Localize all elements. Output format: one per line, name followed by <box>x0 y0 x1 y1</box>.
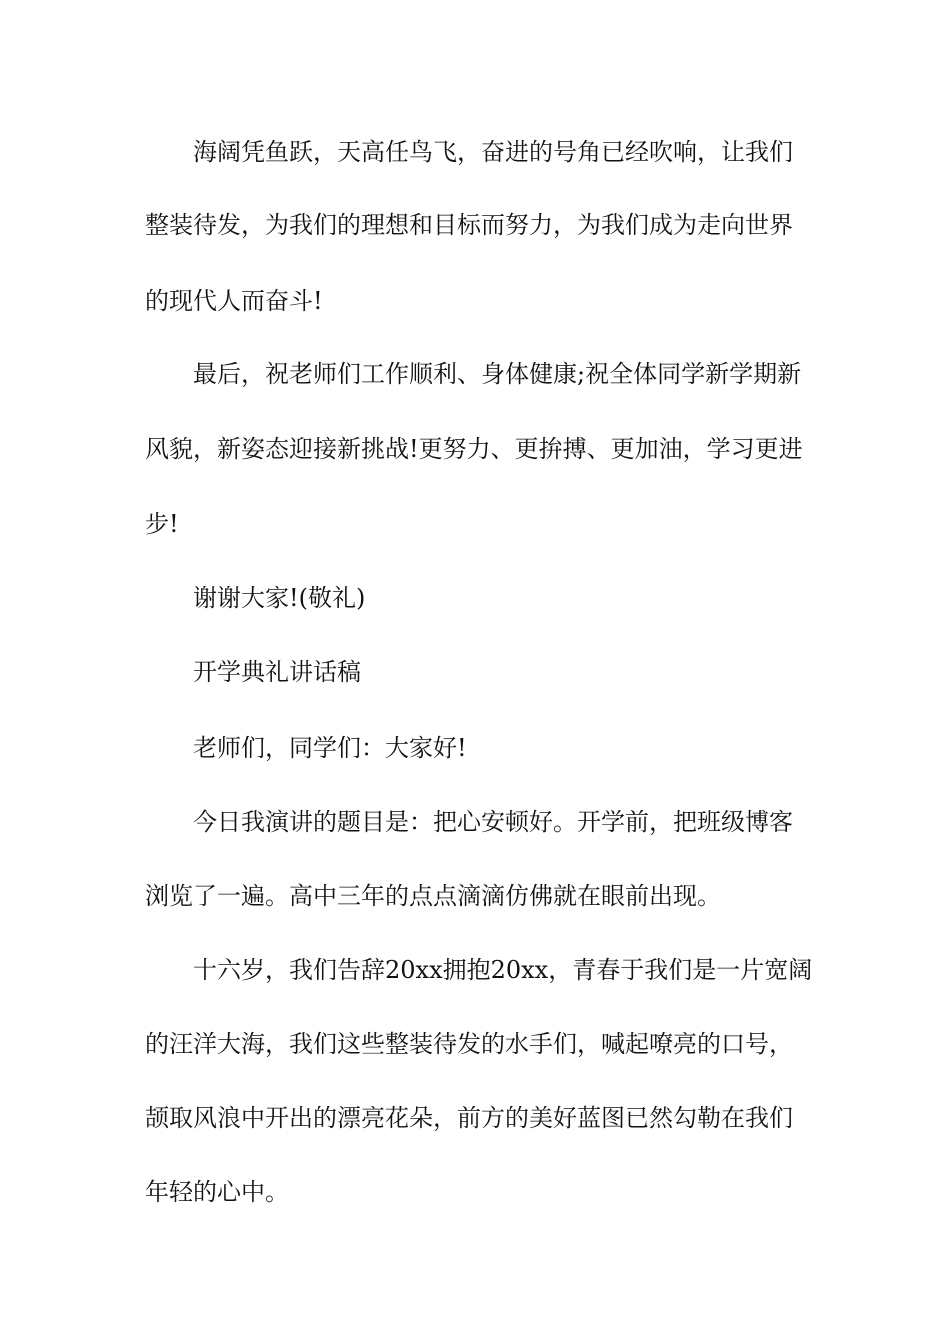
text-line-12: 十六岁，我们告辞20xx拥抱20xx，青春于我们是一片宽阔 <box>193 956 813 984</box>
text-line-8: 开学典礼讲话稿 <box>193 658 361 686</box>
text-line-9: 老师们，同学们：大家好! <box>193 734 467 762</box>
text-line-11: 浏览了一遍。高中三年的点点滴滴仿佛就在眼前出现。 <box>145 882 721 910</box>
text-line-2: 整装待发，为我们的理想和目标而努力，为我们成为走向世界 <box>145 211 793 239</box>
text-line-6: 步! <box>145 510 179 538</box>
text-line-7: 谢谢大家!(敬礼) <box>193 584 366 612</box>
text-line-5: 风貌，新姿态迎接新挑战!更努力、更拚搏、更加油，学习更进 <box>145 435 803 463</box>
text-line-10: 今日我演讲的题目是：把心安顿好。开学前，把班级博客 <box>193 808 793 836</box>
text-line-14: 颉取风浪中开出的漂亮花朵，前方的美好蓝图已然勾勒在我们 <box>145 1104 793 1132</box>
text-line-4: 最后，祝老师们工作顺利、身体健康;祝全体同学新学期新 <box>193 360 802 388</box>
text-line-13: 的汪洋大海，我们这些整装待发的水手们，喊起嘹亮的口号， <box>145 1030 793 1058</box>
text-line-1: 海阔凭鱼跃，天高任鸟飞，奋进的号角已经吹响，让我们 <box>193 138 793 166</box>
text-line-3: 的现代人而奋斗! <box>145 287 323 315</box>
text-line-15: 年轻的心中。 <box>145 1178 289 1206</box>
